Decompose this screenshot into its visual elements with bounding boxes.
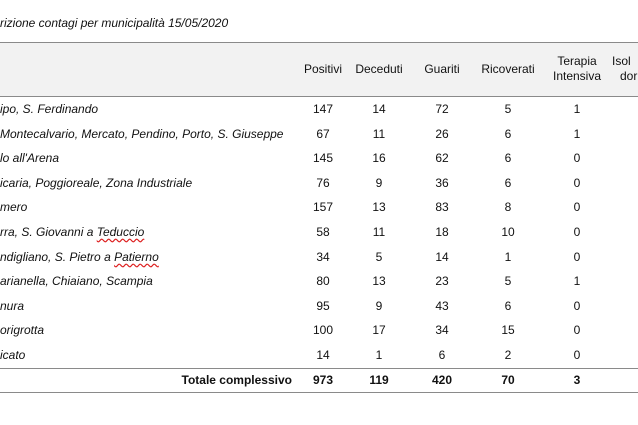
table-row bbox=[0, 269, 638, 294]
cell-ricoverati: 6 bbox=[504, 151, 512, 166]
cell-ricoverati: 10 bbox=[501, 224, 515, 239]
cell-guariti: 6 bbox=[438, 347, 446, 362]
cell-positivi: 157 bbox=[312, 200, 334, 215]
cell-terapia: 0 bbox=[573, 298, 581, 313]
row-municipalita: origrotta bbox=[0, 323, 45, 338]
row-municipalita bbox=[0, 245, 159, 270]
cell-positivi: 67 bbox=[316, 126, 330, 141]
cell-guariti: 34 bbox=[435, 323, 449, 338]
cell-deceduti: 13 bbox=[372, 200, 386, 215]
cell-positivi: 100 bbox=[312, 323, 334, 338]
cell-terapia: 0 bbox=[573, 200, 581, 215]
cell-guariti: 36 bbox=[435, 175, 449, 190]
cell-positivi: 80 bbox=[316, 274, 330, 289]
header-ricoverati: Ricoverati bbox=[481, 62, 535, 76]
table-row bbox=[0, 122, 638, 147]
row-municipalita: nura bbox=[0, 298, 25, 313]
cell-ricoverati: 6 bbox=[504, 175, 512, 190]
cell-positivi: 145 bbox=[312, 151, 334, 166]
row-municipalita: lo all'Arena bbox=[0, 151, 59, 166]
cell-deceduti: 13 bbox=[372, 274, 386, 289]
cell-terapia: 1 bbox=[573, 274, 581, 289]
cell-guariti: 62 bbox=[435, 151, 449, 166]
cell-deceduti: 1 bbox=[375, 347, 383, 362]
cell-positivi: 147 bbox=[312, 102, 334, 116]
contagi-table bbox=[0, 42, 638, 393]
row-municipalita: ipo, S. Ferdinando bbox=[0, 102, 99, 116]
header-isolamento bbox=[612, 54, 638, 84]
row-municipalita-part: rra, S. Giovanni a bbox=[0, 224, 97, 239]
cell-guariti: 83 bbox=[435, 200, 449, 215]
cell-deceduti: 9 bbox=[375, 175, 383, 190]
total-positivi: 973 bbox=[312, 372, 334, 387]
table-row bbox=[0, 343, 638, 368]
cell-guariti: 18 bbox=[435, 224, 449, 239]
table-row bbox=[0, 318, 638, 343]
row-municipalita: icaria, Poggioreale, Zona Industriale bbox=[0, 175, 193, 190]
cell-guariti: 43 bbox=[435, 298, 449, 313]
cell-positivi: 34 bbox=[316, 249, 330, 264]
cell-terapia: 1 bbox=[573, 102, 581, 116]
row-municipalita: mero bbox=[0, 200, 28, 215]
table-row bbox=[0, 220, 638, 245]
cell-ricoverati: 8 bbox=[504, 200, 512, 215]
cell-deceduti: 16 bbox=[372, 151, 386, 166]
cell-deceduti: 5 bbox=[375, 249, 383, 264]
row-municipalita-misspelled: Patierno bbox=[114, 249, 159, 264]
table-row bbox=[0, 146, 638, 171]
cell-terapia: 0 bbox=[573, 323, 581, 338]
cell-positivi: 76 bbox=[316, 175, 330, 190]
cell-terapia: 0 bbox=[573, 224, 581, 239]
document-title: rizione contagi per municipalità 15/05/2020 bbox=[0, 16, 229, 30]
table-body bbox=[0, 97, 638, 368]
cell-ricoverati: 5 bbox=[504, 102, 512, 116]
row-municipalita-misspelled: Teduccio bbox=[96, 224, 145, 239]
cell-positivi: 14 bbox=[316, 347, 330, 362]
cell-terapia: 0 bbox=[573, 249, 581, 264]
cell-deceduti: 17 bbox=[372, 323, 386, 338]
cell-ricoverati: 1 bbox=[504, 249, 512, 264]
header-terapia-line2: Intensiva bbox=[552, 69, 602, 83]
cell-ricoverati: 2 bbox=[504, 347, 512, 362]
total-deceduti: 119 bbox=[369, 372, 389, 387]
cell-guariti: 26 bbox=[435, 126, 449, 141]
cell-ricoverati: 6 bbox=[504, 126, 512, 141]
cell-ricoverati: 15 bbox=[501, 323, 515, 338]
header-isol-line1: Isol bbox=[612, 54, 631, 68]
cell-terapia: 0 bbox=[573, 347, 581, 362]
header-deceduti: Deceduti bbox=[355, 62, 403, 76]
cell-ricoverati: 6 bbox=[504, 298, 512, 313]
header-guariti: Guariti bbox=[424, 62, 460, 76]
cell-deceduti: 14 bbox=[372, 102, 386, 116]
table-row bbox=[0, 195, 638, 220]
cell-positivi: 95 bbox=[316, 298, 330, 313]
cell-positivi: 58 bbox=[316, 224, 330, 239]
row-municipalita-part: ndigliano, S. Pietro a bbox=[0, 249, 115, 264]
row-municipalita: arianella, Chiaiano, Scampia bbox=[0, 274, 153, 289]
cell-terapia: 1 bbox=[573, 126, 581, 141]
header-positivi: Positivi bbox=[303, 62, 342, 76]
cell-guariti: 14 bbox=[435, 249, 449, 264]
cell-deceduti: 11 bbox=[372, 224, 386, 239]
cell-guariti: 72 bbox=[435, 102, 449, 116]
header-terapia-intensiva bbox=[548, 54, 606, 84]
total-terapia: 3 bbox=[573, 372, 581, 387]
table-header bbox=[0, 42, 638, 97]
table-row bbox=[0, 97, 638, 122]
header-isol-line2: dor bbox=[620, 69, 638, 83]
total-row bbox=[0, 368, 638, 393]
row-municipalita: icato bbox=[0, 347, 26, 362]
row-municipalita: Montecalvario, Mercato, Pendino, Porto, S. Giuseppe bbox=[0, 126, 284, 141]
table-row bbox=[0, 171, 638, 196]
header-terapia-line1: Terapia bbox=[557, 54, 597, 68]
table-row bbox=[0, 245, 638, 270]
row-municipalita bbox=[0, 220, 144, 245]
total-label: Totale complessivo bbox=[181, 372, 292, 387]
cell-guariti: 23 bbox=[435, 274, 449, 289]
total-ricoverati: 70 bbox=[501, 372, 515, 387]
cell-terapia: 0 bbox=[573, 151, 581, 166]
cell-deceduti: 11 bbox=[372, 126, 386, 141]
cell-ricoverati: 5 bbox=[504, 274, 512, 289]
table-row bbox=[0, 294, 638, 319]
cell-deceduti: 9 bbox=[375, 298, 383, 313]
cell-terapia: 0 bbox=[573, 175, 581, 190]
total-guariti: 420 bbox=[431, 372, 453, 387]
